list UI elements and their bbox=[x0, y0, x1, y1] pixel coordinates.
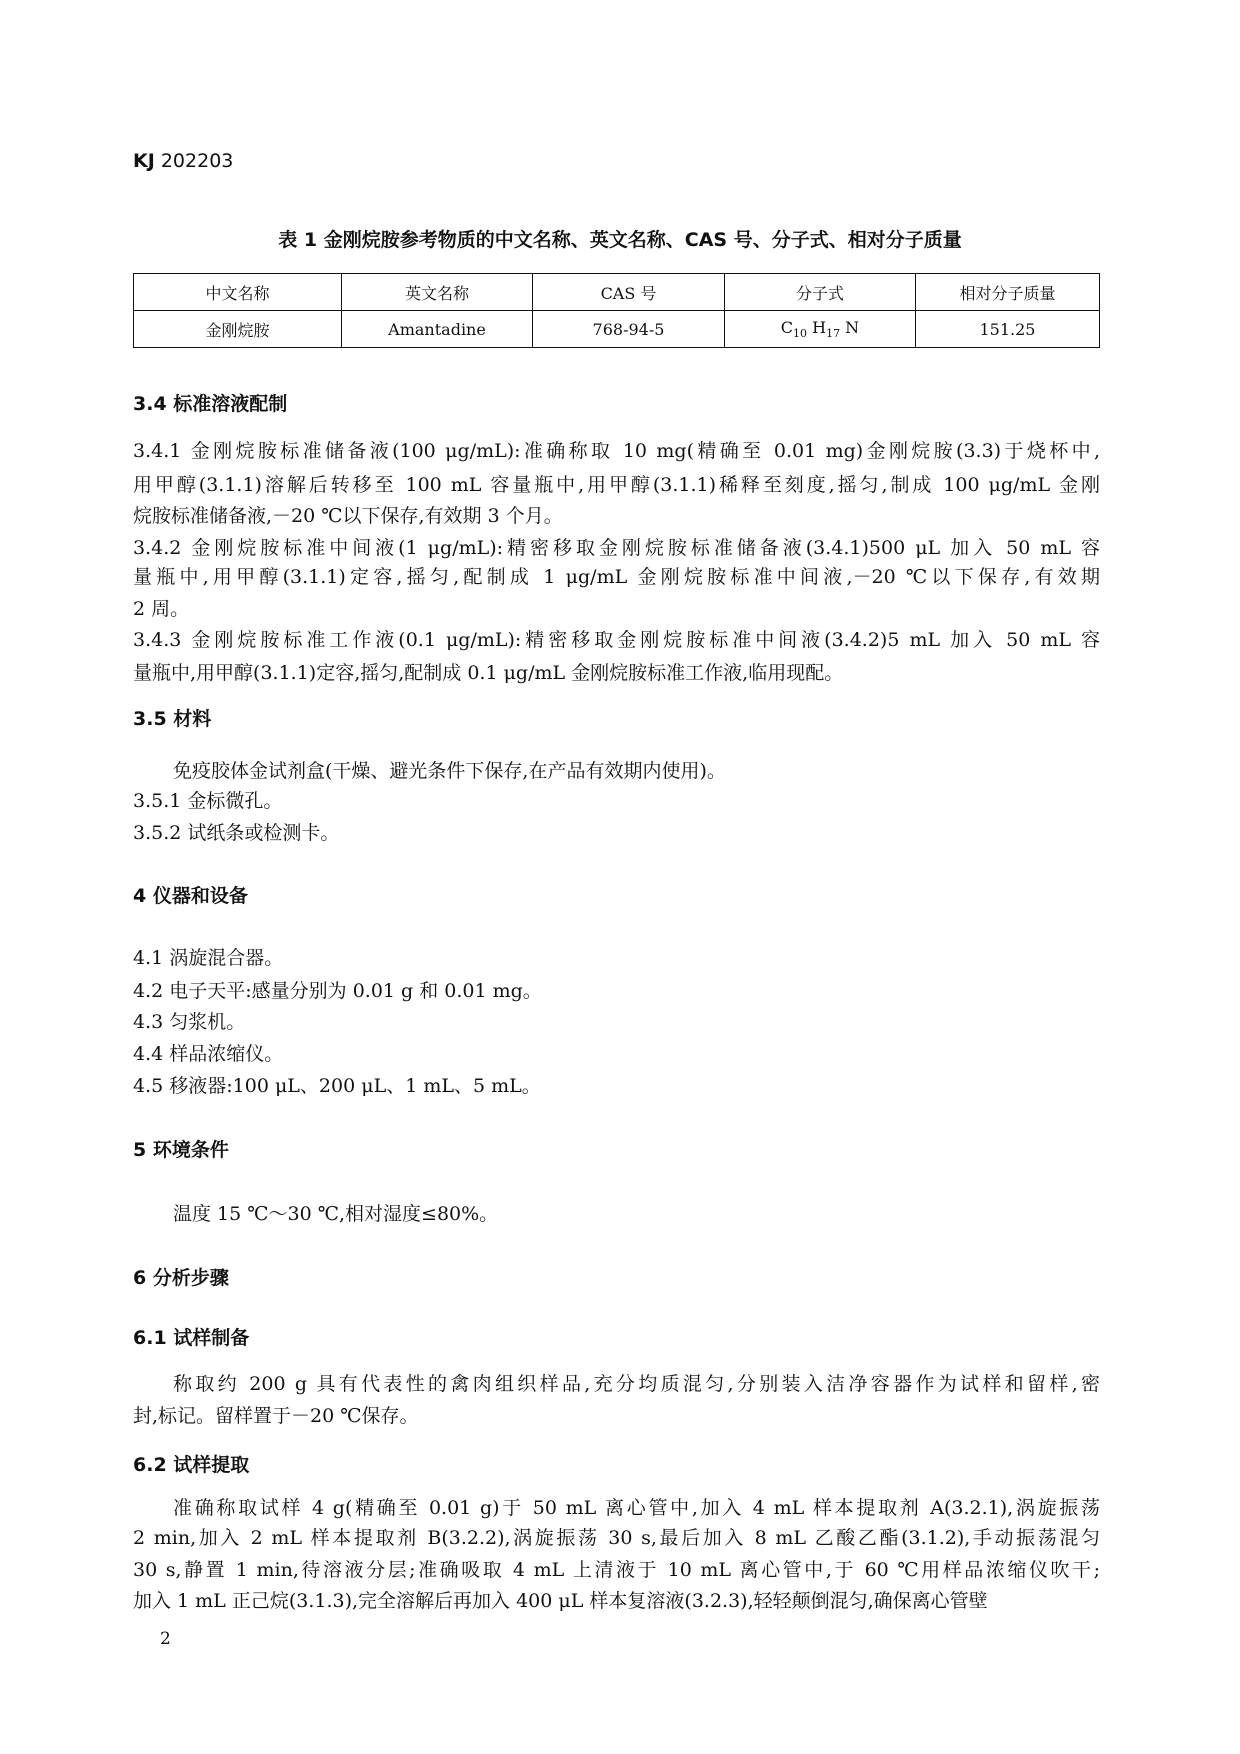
paragraph-line: 量瓶中,用甲醇(3.1.1)定容,摇匀,配制成 0.1 μg/mL 金刚烷胺标准工作液,临用现配。 bbox=[133, 662, 844, 684]
header-cell: 英文名称 bbox=[342, 274, 533, 311]
paragraph-line: 3.4.2 金刚烷胺标准中间液(1 μg/mL):精密移取金刚烷胺标准储备液(3.4.1)500 μL 加入 50 mL 容 bbox=[133, 537, 1100, 559]
paragraph-line: 3.5.2 试纸条或检测卡。 bbox=[133, 822, 340, 844]
section-heading: 6.2 试样提取 bbox=[133, 1454, 250, 1476]
paragraph-line: 4.4 样品浓缩仪。 bbox=[133, 1043, 284, 1065]
paragraph-line: 加入 1 mL 正己烷(3.1.3),完全溶解后再加入 400 μL 样本复溶液(3.2.3),轻轻颠倒混匀,确保离心管壁 bbox=[133, 1590, 988, 1612]
formula-cell bbox=[725, 311, 916, 348]
formula-n: N bbox=[840, 317, 860, 337]
paragraph-line: 30 s,静置 1 min,待溶液分层;准确吸取 4 mL 上清液于 10 mL 离心管中,于 60 ℃用样品浓缩仪吹干; bbox=[133, 1559, 1100, 1581]
paragraph-line: 3.4.3 金刚烷胺标准工作液(0.1 μg/mL):精密移取金刚烷胺标准中间液(3.4.2)5 mL 加入 50 mL 容 bbox=[133, 629, 1100, 651]
header-cell: 分子式 bbox=[725, 274, 916, 311]
section-heading: 3.5 材料 bbox=[133, 708, 212, 730]
paragraph-line: 烷胺标准储备液,－20 ℃以下保存,有效期 3 个月。 bbox=[133, 505, 563, 527]
table-caption: 表 1 金刚烷胺参考物质的中文名称、英文名称、CAS 号、分子式、相对分子质量 bbox=[278, 229, 962, 251]
paragraph-line: 4.5 移液器:100 μL、200 μL、1 mL、5 mL。 bbox=[133, 1075, 541, 1097]
section-heading: 5 环境条件 bbox=[133, 1139, 229, 1161]
header-cell: 相对分子质量 bbox=[916, 274, 1100, 311]
paragraph-line: 2 周。 bbox=[133, 598, 190, 620]
formula-c: C bbox=[780, 317, 794, 337]
paragraph-line: 免疫胶体金试剂盒(干燥、避光条件下保存,在产品有效期内使用)。 bbox=[173, 760, 726, 782]
cas-cell: 768-94-5 bbox=[533, 311, 725, 348]
paragraph-line: 准确称取试样 4 g(精确至 0.01 g)于 50 mL 离心管中,加入 4 mL 样本提取剂 A(3.2.1),涡旋振荡 bbox=[173, 1497, 1100, 1519]
paragraph-line: 3.4.1 金刚烷胺标准储备液(100 μg/mL):准确称取 10 mg(精确至 0.01 mg)金刚烷胺(3.3)于烧杯中, bbox=[133, 440, 1100, 462]
section-heading: 4 仪器和设备 bbox=[133, 885, 248, 907]
mass-cell: 151.25 bbox=[916, 311, 1100, 348]
paragraph-line: 4.1 涡旋混合器。 bbox=[133, 947, 284, 969]
section-heading: 3.4 标准溶液配制 bbox=[133, 393, 288, 415]
header-cell: 中文名称 bbox=[134, 274, 342, 311]
paragraph-line: 量瓶中,用甲醇(3.1.1)定容,摇匀,配制成 1 μg/mL 金刚烷胺标准中间液,－20 ℃以下保存,有效期 bbox=[133, 566, 1100, 588]
formula-h: H bbox=[807, 317, 827, 337]
formula-c-sub: 10 bbox=[793, 327, 808, 341]
table-header-row bbox=[134, 274, 1100, 311]
paragraph-line: 封,标记。留样置于－20 ℃保存。 bbox=[133, 1405, 419, 1427]
en-name-cell: Amantadine bbox=[342, 311, 533, 348]
table-row bbox=[134, 311, 1100, 348]
paragraph-line: 4.2 电子天平:感量分别为 0.01 g 和 0.01 mg。 bbox=[133, 980, 542, 1002]
paragraph-line: 用甲醇(3.1.1)溶解后转移至 100 mL 容量瓶中,用甲醇(3.1.1)稀释至刻度,摇匀,制成 100 μg/mL 金刚 bbox=[133, 474, 1100, 496]
cn-name-cell: 金刚烷胺 bbox=[134, 311, 342, 348]
formula-h-sub: 17 bbox=[826, 327, 841, 341]
paragraph-line: 3.5.1 金标微孔。 bbox=[133, 790, 283, 812]
paragraph-line: 4.3 匀浆机。 bbox=[133, 1011, 246, 1033]
header-cell: CAS 号 bbox=[533, 274, 725, 311]
code-number: 202203 bbox=[160, 150, 234, 172]
document-code bbox=[133, 150, 233, 172]
paragraph-line: 称取约 200 g 具有代表性的禽肉组织样品,充分均质混匀,分别装入洁净容器作为试样和留样,密 bbox=[173, 1373, 1100, 1395]
section-heading: 6 分析步骤 bbox=[133, 1267, 229, 1289]
code-prefix: KJ bbox=[133, 150, 155, 172]
reference-table bbox=[133, 273, 1100, 348]
paragraph-line: 温度 15 ℃～30 ℃,相对湿度≤80%。 bbox=[173, 1203, 499, 1225]
section-heading: 6.1 试样制备 bbox=[133, 1327, 250, 1349]
paragraph-line: 2 min,加入 2 mL 样本提取剂 B(3.2.2),涡旋振荡 30 s,最后加入 8 mL 乙酸乙酯(3.1.2),手动振荡混匀 bbox=[133, 1527, 1100, 1549]
page-number: 2 bbox=[160, 1629, 171, 1649]
